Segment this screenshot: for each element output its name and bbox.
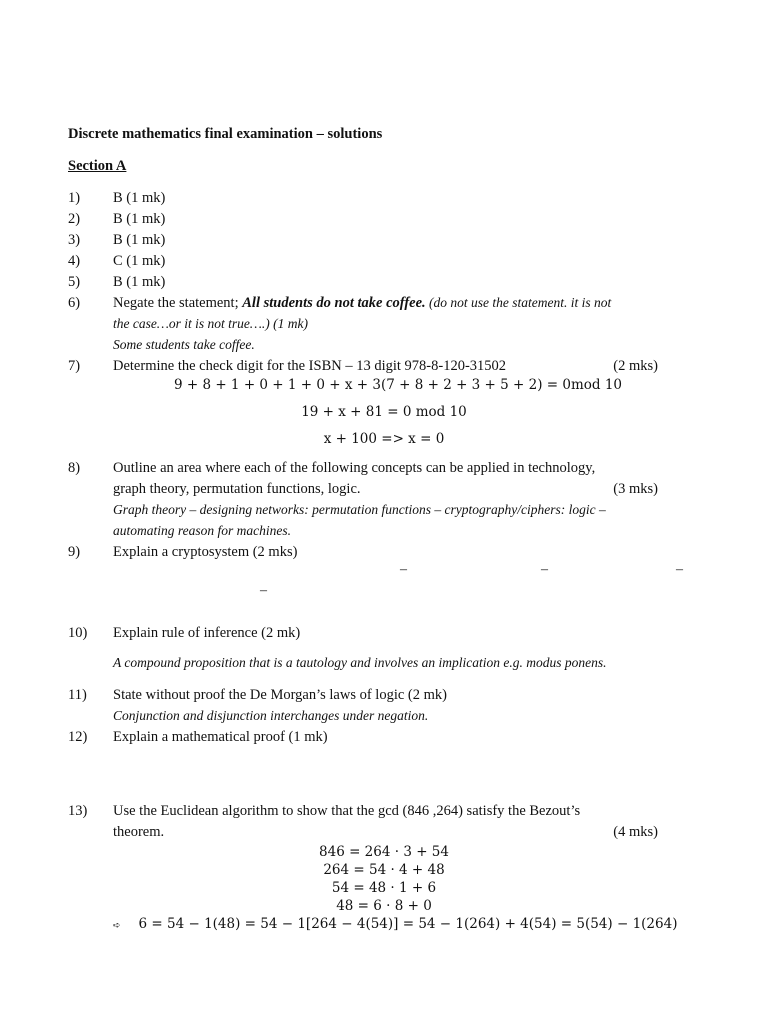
euclid-step: 48 = 6 · 8 + 0 xyxy=(336,898,432,914)
blank-dash: – xyxy=(260,583,267,598)
question-text: Outline an area where each of the following concepts can be applied in technology, xyxy=(113,460,596,476)
answer-text: C (1 mk) xyxy=(113,253,166,269)
question-text: State without proof the De Morgan’s laws of logic (2 mk) xyxy=(113,687,447,703)
question-text xyxy=(113,295,611,312)
question-number: 4) xyxy=(68,253,81,269)
answer-text: B (1 mk) xyxy=(113,190,166,206)
answer-text: B (1 mk) xyxy=(113,232,166,248)
question-number: 9) xyxy=(68,544,81,560)
bezout-equation: 6 = 54 − 1(48) = 54 − 1[264 − 4(54)] = 54 − 1(264) + 4(54) = 5(54) − 1(264) xyxy=(138,916,678,932)
answer-text: automating reason for machines. xyxy=(113,523,291,538)
statement-text: All students do not take coffee. xyxy=(242,295,426,311)
question-text: graph theory, permutation functions, logic. xyxy=(113,481,361,497)
instruction-note: the case…or it is not true….) (1 mk) xyxy=(113,316,308,331)
answer-text: B (1 mk) xyxy=(113,211,166,227)
question-number: 3) xyxy=(68,232,81,248)
question-text: Explain rule of inference (2 mk) xyxy=(113,625,301,641)
question-number: 5) xyxy=(68,274,81,290)
question-number: 8) xyxy=(68,460,81,476)
question-number: 13) xyxy=(68,803,88,819)
blank-dash: – xyxy=(400,562,407,577)
answer-text: Some students take coffee. xyxy=(113,337,255,352)
question-number: 1) xyxy=(68,190,81,206)
question-number: 7) xyxy=(68,358,81,374)
question-text: Explain a cryptosystem (2 mks) xyxy=(113,544,298,560)
question-text: Use the Euclidean algorithm to show that the gcd (846 ,264) satisfy the Bezout’s xyxy=(113,803,581,819)
answer-text: B (1 mk) xyxy=(113,274,166,290)
question-text: Explain a mathematical proof (1 mk) xyxy=(113,729,328,745)
question-prefix: Negate the statement; xyxy=(113,295,243,311)
question-number: 11) xyxy=(68,687,87,703)
equation-line: x + 100 => x = 0 xyxy=(323,431,445,447)
blank-dash: – xyxy=(541,562,548,577)
equation-line: 19 + x + 81 = 0 mod 10 xyxy=(301,404,467,420)
question-number: 6) xyxy=(68,295,81,311)
question-text: Determine the check digit for the ISBN – 13 digit 978-8-120-31502 xyxy=(113,358,507,374)
blank-dash: – xyxy=(676,562,683,577)
question-number: 2) xyxy=(68,211,81,227)
euclid-step: 846 = 264 · 3 + 54 xyxy=(319,844,449,860)
question-number: 12) xyxy=(68,729,88,745)
euclid-step: 264 = 54 · 4 + 48 xyxy=(323,862,445,878)
document-title: Discrete mathematics final examination – solutions xyxy=(68,126,383,142)
instruction-note: (do not use the statement. it is not xyxy=(425,295,612,310)
implies-arrow-icon: ➪ xyxy=(113,920,121,930)
question-text: theorem. xyxy=(113,824,165,840)
marks-label: (3 mks) xyxy=(613,481,658,497)
question-number: 10) xyxy=(68,625,88,641)
section-heading: Section A xyxy=(68,158,127,174)
equation-line: 9 + 8 + 1 + 0 + 1 + 0 + x + 3(7 + 8 + 2 + 3 + 5 + 2) = 0mod 10 xyxy=(173,377,623,393)
answer-text: Conjunction and disjunction interchanges under negation. xyxy=(113,708,429,723)
marks-label: (2 mks) xyxy=(613,358,658,374)
answer-text: A compound proposition that is a tautology and involves an implication e.g. modus ponens. xyxy=(113,655,607,670)
euclid-step: 54 = 48 · 1 + 6 xyxy=(331,880,437,896)
marks-label: (4 mks) xyxy=(613,824,658,840)
answer-text: Graph theory – designing networks: permutation functions – cryptography/ciphers: logic – xyxy=(113,502,606,517)
